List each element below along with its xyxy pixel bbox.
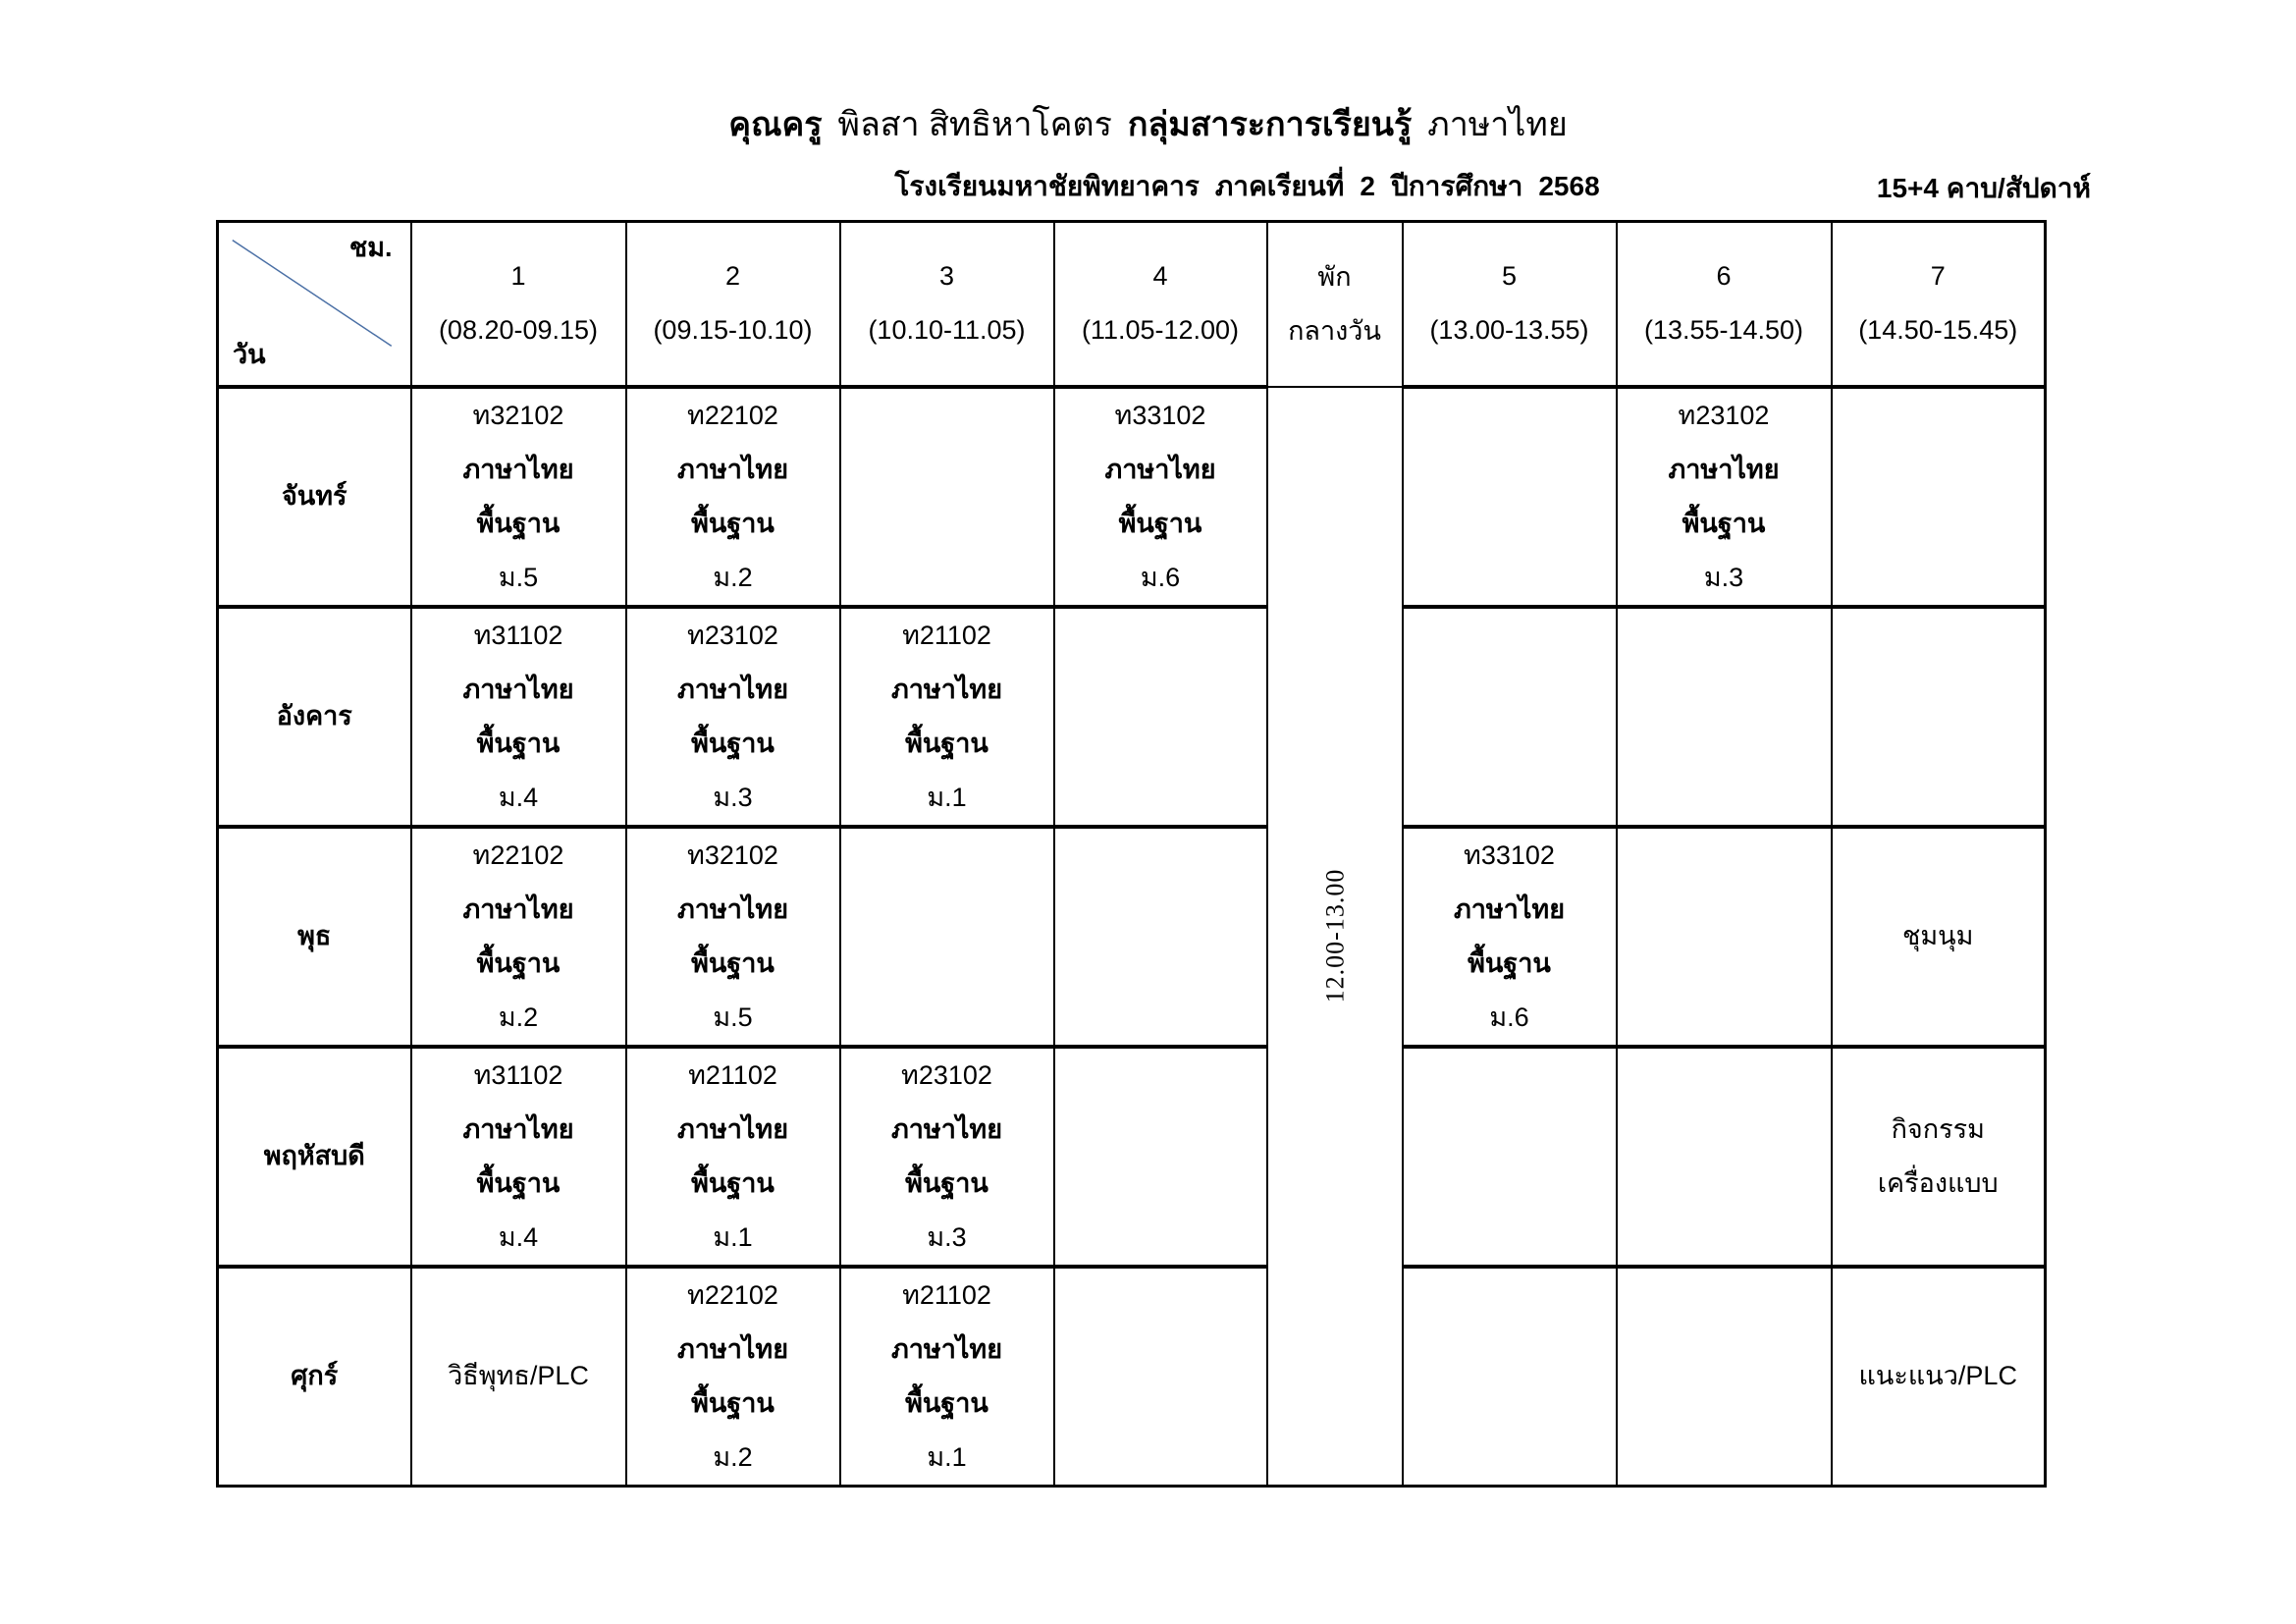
empty-slot — [1403, 1047, 1617, 1267]
activity-label: วิธีพุทธ/PLC — [448, 1361, 589, 1390]
class-slot — [411, 387, 626, 607]
grade-level: ม.2 — [713, 562, 753, 592]
period-header-1 — [411, 222, 626, 387]
empty-slot — [840, 827, 1054, 1047]
semester-value: 2 — [1360, 171, 1375, 201]
course-level: พื้นฐาน — [476, 1167, 561, 1198]
empty-slot — [1403, 387, 1617, 607]
activity-slot — [1832, 1267, 2046, 1487]
course-level: พื้นฐาน — [905, 728, 988, 758]
period-time: (13.00-13.55) — [1429, 315, 1589, 346]
course-code: ท33102 — [1464, 839, 1555, 870]
course-code: ท23102 — [1678, 400, 1770, 430]
subject-name: ภาษาไทย — [676, 454, 789, 484]
empty-slot — [1617, 827, 1832, 1047]
subject-name: ภาษาไทย — [1104, 454, 1216, 484]
empty-slot — [840, 387, 1054, 607]
subject-name: ภาษาไทย — [1668, 454, 1780, 484]
day-name-cell: พุธ — [218, 827, 411, 1047]
empty-slot — [1832, 387, 2046, 607]
class-slot — [411, 1047, 626, 1267]
course-code: ท21102 — [902, 1279, 991, 1310]
teacher-name: พิลสา สิทธิหาโคตร — [837, 106, 1112, 143]
department-label: กลุ่มสาระการเรียนรู้ — [1127, 106, 1413, 143]
subject-name: ภาษาไทย — [676, 1333, 789, 1364]
grade-level: ม.3 — [713, 782, 753, 812]
class-slot — [626, 1047, 840, 1267]
course-level: พื้นฐาน — [905, 1387, 988, 1418]
class-slot — [626, 387, 840, 607]
class-slot — [1054, 387, 1267, 607]
year-value: 2568 — [1538, 171, 1600, 201]
course-code: ท21102 — [688, 1059, 777, 1090]
course-level: พื้นฐาน — [476, 508, 561, 538]
grade-level: ม.5 — [498, 562, 539, 592]
semester-label: ภาคเรียนที่ — [1214, 171, 1345, 201]
course-code: ท22102 — [687, 400, 778, 430]
period-time: (11.05-12.00) — [1081, 315, 1240, 346]
course-level: พื้นฐาน — [691, 1387, 774, 1418]
grade-level: ม.4 — [498, 782, 539, 812]
period-header-3 — [840, 222, 1054, 387]
course-code: ท23102 — [901, 1059, 992, 1090]
course-code: ท31102 — [473, 620, 563, 650]
day-row — [218, 607, 2046, 827]
empty-slot — [1054, 1047, 1267, 1267]
teacher-label: คุณครู — [728, 106, 823, 143]
lunch-header-line1: พัก — [1317, 261, 1352, 292]
grade-level: ม.3 — [1703, 562, 1744, 592]
period-header-6 — [1617, 222, 1832, 387]
period-time: (13.55-14.50) — [1643, 315, 1804, 346]
class-slot — [840, 1267, 1054, 1487]
lunch-time: 12.00-13.00 — [1320, 868, 1349, 1003]
course-code: ท33102 — [1114, 400, 1206, 430]
grade-level: ม.5 — [713, 1001, 753, 1032]
empty-slot — [1054, 1267, 1267, 1487]
class-slot — [1617, 387, 1832, 607]
course-level: พื้นฐาน — [691, 1167, 774, 1198]
timetable — [216, 220, 2047, 1488]
periods-per-week: 15+4 คาบ/สัปดาห์ — [1876, 173, 2091, 203]
empty-slot — [1617, 607, 1832, 827]
grade-level: ม.2 — [498, 1001, 539, 1032]
day-row — [218, 1047, 2046, 1267]
class-slot — [626, 1267, 840, 1487]
day-name-cell: ศุกร์ — [218, 1267, 411, 1487]
grade-level: ม.6 — [1140, 562, 1181, 592]
subject-name: ภาษาไทย — [890, 674, 1003, 704]
subject-name: ภาษาไทย — [890, 1113, 1003, 1144]
activity-label: กิจกรรม — [1891, 1113, 1985, 1144]
year-label: ปีการศึกษา — [1390, 171, 1523, 201]
class-slot — [1403, 827, 1617, 1047]
period-number: 5 — [1501, 261, 1518, 292]
header-row — [218, 222, 2046, 387]
period-time: (14.50-15.45) — [1858, 315, 2018, 346]
period-header-4 — [1054, 222, 1267, 387]
course-level: พื้นฐาน — [476, 947, 561, 978]
subject-name: ภาษาไทย — [462, 454, 574, 484]
period-time: (08.20-09.15) — [438, 315, 599, 346]
subject-name: ภาษาไทย — [676, 674, 789, 704]
day-row — [218, 827, 2046, 1047]
lunch-header — [1267, 222, 1403, 387]
course-level: พื้นฐาน — [476, 728, 561, 758]
class-slot — [626, 607, 840, 827]
empty-slot — [1403, 607, 1617, 827]
course-code: ท32102 — [687, 839, 778, 870]
day-axis-label: วัน — [233, 339, 266, 369]
day-name-cell: อังคาร — [218, 607, 411, 827]
period-number: 3 — [938, 261, 955, 292]
empty-slot — [1617, 1267, 1832, 1487]
empty-slot — [1617, 1047, 1832, 1267]
document-title — [0, 103, 2296, 146]
empty-slot — [1832, 607, 2046, 827]
lunch-break-cell — [1267, 387, 1403, 1487]
grade-level: ม.3 — [927, 1221, 967, 1252]
empty-slot — [1054, 827, 1267, 1047]
corner-header-cell — [218, 222, 411, 387]
day-row — [218, 1267, 2046, 1487]
period-axis-label: ชม. — [348, 233, 393, 262]
subject-name: ภาษาไทย — [1453, 893, 1566, 924]
course-level: พื้นฐาน — [691, 508, 774, 538]
day-name-cell: พฤหัสบดี — [218, 1047, 411, 1267]
empty-slot — [1054, 607, 1267, 827]
course-code: ท32102 — [472, 400, 564, 430]
class-slot — [840, 607, 1054, 827]
period-time: (10.10-11.05) — [868, 315, 1026, 346]
grade-level: ม.1 — [713, 1221, 753, 1252]
course-level: พื้นฐาน — [1118, 508, 1202, 538]
period-time: (09.15-10.10) — [653, 315, 813, 346]
day-row — [218, 387, 2046, 607]
course-level: พื้นฐาน — [691, 947, 774, 978]
activity-slot — [411, 1267, 626, 1487]
period-number: 7 — [1930, 261, 1946, 292]
period-number: 1 — [510, 261, 526, 292]
course-level: พื้นฐาน — [905, 1167, 988, 1198]
grade-level: ม.2 — [713, 1441, 753, 1472]
period-number: 4 — [1152, 261, 1168, 292]
class-slot — [411, 607, 626, 827]
grade-level: ม.1 — [927, 1441, 967, 1472]
empty-slot — [1403, 1267, 1617, 1487]
lunch-header-line2: กลางวัน — [1288, 315, 1381, 346]
subject-name: ภาษาไทย — [462, 893, 574, 924]
activity-label: ชุมนุม — [1902, 921, 1974, 950]
subject-name: ภาษาไทย — [676, 1113, 789, 1144]
activity-slot — [1832, 827, 2046, 1047]
school-name: โรงเรียนมหาชัยพิทยาคาร — [894, 171, 1200, 201]
course-code: ท23102 — [687, 620, 778, 650]
course-level: พื้นฐาน — [691, 728, 774, 758]
course-level: พื้นฐาน — [1468, 947, 1551, 978]
subject-name: ภาษาไทย — [462, 674, 574, 704]
activity-slot — [1832, 1047, 2046, 1267]
class-slot — [411, 827, 626, 1047]
grade-level: ม.4 — [498, 1221, 539, 1252]
course-code: ท21102 — [902, 620, 991, 650]
period-header-5 — [1403, 222, 1617, 387]
subject-name: ภาษาไทย — [676, 893, 789, 924]
subject-name: ภาษาไทย — [890, 1333, 1003, 1364]
period-number: 6 — [1716, 261, 1732, 292]
period-header-7 — [1832, 222, 2046, 387]
activity-label: เครื่องแบบ — [1877, 1167, 1999, 1198]
period-number: 2 — [724, 261, 741, 292]
activity-label: แนะแนว/PLC — [1858, 1361, 2017, 1390]
day-name-cell: จันทร์ — [218, 387, 411, 607]
course-code: ท31102 — [473, 1059, 563, 1090]
department-name: ภาษาไทย — [1427, 106, 1568, 143]
class-slot — [626, 827, 840, 1047]
course-level: พื้นฐาน — [1682, 508, 1766, 538]
subject-name: ภาษาไทย — [462, 1113, 574, 1144]
course-code: ท22102 — [472, 839, 564, 870]
course-code: ท22102 — [687, 1279, 778, 1310]
period-header-2 — [626, 222, 840, 387]
grade-level: ม.1 — [927, 782, 967, 812]
grade-level: ม.6 — [1489, 1001, 1529, 1032]
class-slot — [840, 1047, 1054, 1267]
